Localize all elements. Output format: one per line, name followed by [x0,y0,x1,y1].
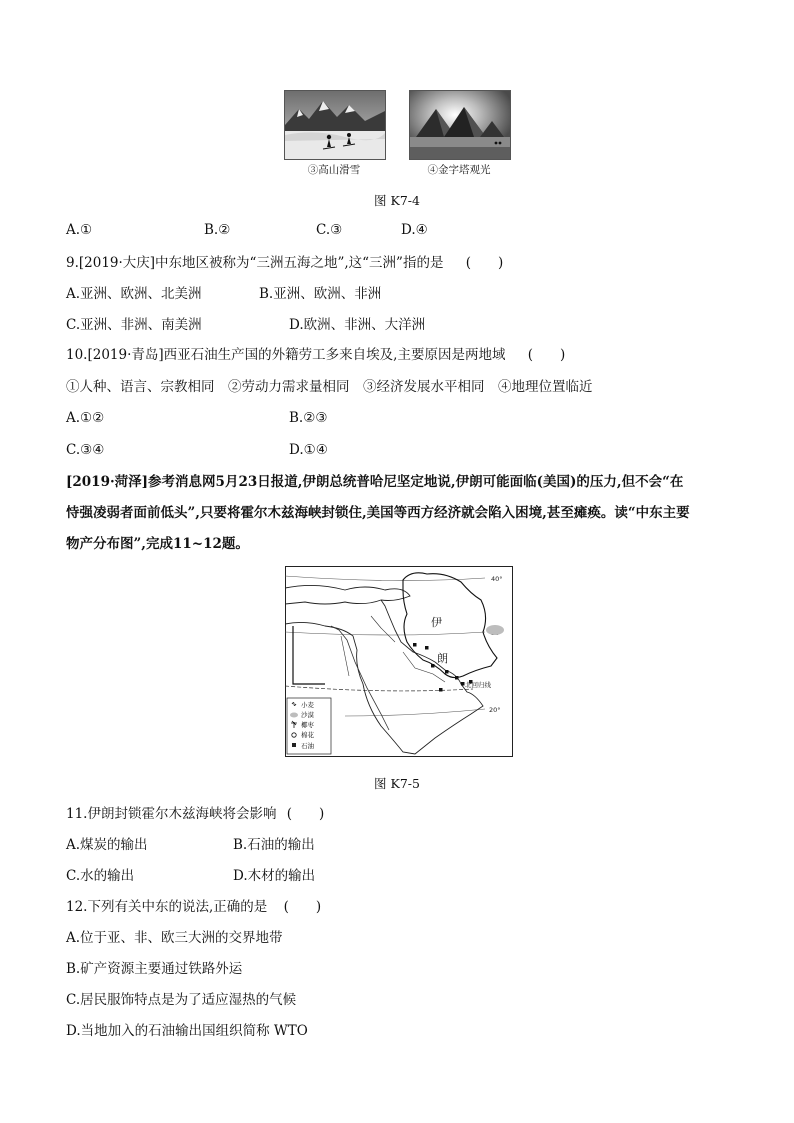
q12-stem-text: 12.下列有关中东的说法,正确的是 [66,899,268,915]
legend-desert: 沙漠 [301,711,314,719]
q11-answer-blank: ( ) [286,806,325,822]
legend-oil: 石油 [301,742,314,750]
q11-stem-text: 11.伊朗封锁霍尔木兹海峡将会影响 [66,806,277,822]
legend-wheat: 小麦 [301,701,314,709]
lat-40-label: 40° [491,575,503,583]
q11-option-c: C.水的输出 [66,868,135,884]
photo4-caption: ④金字塔观光 [427,164,491,176]
q9-stem-text: 9.[2019·大庆]中东地区被称为“三洲五海之地”,这“三洲”指的是 [66,255,444,271]
photo3-caption: ③高山滑雪 [307,164,361,176]
oil-icon [292,743,296,747]
iran-char-2: 朗 [437,652,448,665]
q9-option-c: C.亚洲、非洲、南美洲 [66,317,202,333]
q12-option-c: C.居民服饰特点是为了适应湿热的气候 [66,992,297,1008]
q9-option-b: B.亚洲、欧洲、非洲 [259,286,382,302]
q12-answer-blank: ( ) [283,899,322,915]
photo-alpine-skiing [284,90,386,160]
q10-stem [66,345,565,365]
q12-option-b: B.矿产资源主要通过铁路外运 [66,961,243,977]
q10-option-c: C.③④ [66,442,105,458]
q10-answer-blank: ( ) [527,347,566,363]
q12-stem [66,897,321,917]
q8-option-c: C.③ [316,222,343,238]
legend-cotton: 棉花 [301,731,314,739]
photo-pyramids [409,90,511,160]
q9-option-d: D.欧洲、非洲、大洋洲 [289,317,426,333]
passage-line-2: 恃强凌弱者面前低头”,只要将霍尔木兹海峡封锁住,美国等西方经济就会陷入困境,甚至瘫痪。读“中东主要 [66,505,690,521]
q12-option-a: A.位于亚、非、欧三大洲的交界地带 [66,930,283,946]
q11-option-d: D.木材的输出 [233,868,316,884]
figure-k7-4-label: 图 K7-4 [374,193,420,208]
iran-char-1: 伊 [431,616,442,629]
q8-option-b: B.② [204,222,231,238]
q11-option-a: A.煤炭的输出 [66,837,148,853]
passage-line-1: [2019·菏泽]参考消息网5月23日报道,伊朗总统普哈尼坚定地说,伊朗可能面临(美国)的压力,但不会“在 [66,474,684,490]
middle-east-products-map [285,566,513,757]
q10-option-b: B.②③ [289,410,328,426]
q10-statements: ①人种、语言、宗教相同 ②劳动力需求量相同 ③经济发展水平相同 ④地理位置临近 [66,379,593,395]
q11-option-b: B.石油的输出 [233,837,315,853]
tropic-of-cancer-label: 北回归线 [465,681,491,689]
desert-icon [290,713,298,718]
lat-20-label: 20° [489,706,501,714]
legend-date-palm: 椰枣 [301,721,314,729]
passage-line-3: 物产分布图”,完成11~12题。 [66,536,249,552]
q10-option-a: A.①② [66,410,105,426]
figure-k7-5-label: 图 K7-5 [374,776,420,791]
q10-option-d: D.①④ [289,442,328,458]
q9-stem [66,253,503,273]
q9-answer-blank: ( ) [465,255,504,271]
q8-option-d: D.④ [401,222,428,238]
q9-option-a: A.亚洲、欧洲、北美洲 [66,286,202,302]
desert-symbol [486,625,504,635]
q8-option-a: A.① [66,222,93,238]
q11-stem [66,804,324,824]
q12-option-d: D.当地加入的石油输出国组织简称 WTO [66,1023,308,1039]
q10-stem-text: 10.[2019·青岛]西亚石油生产国的外籍劳工多来自埃及,主要原因是两地域 [66,347,506,363]
